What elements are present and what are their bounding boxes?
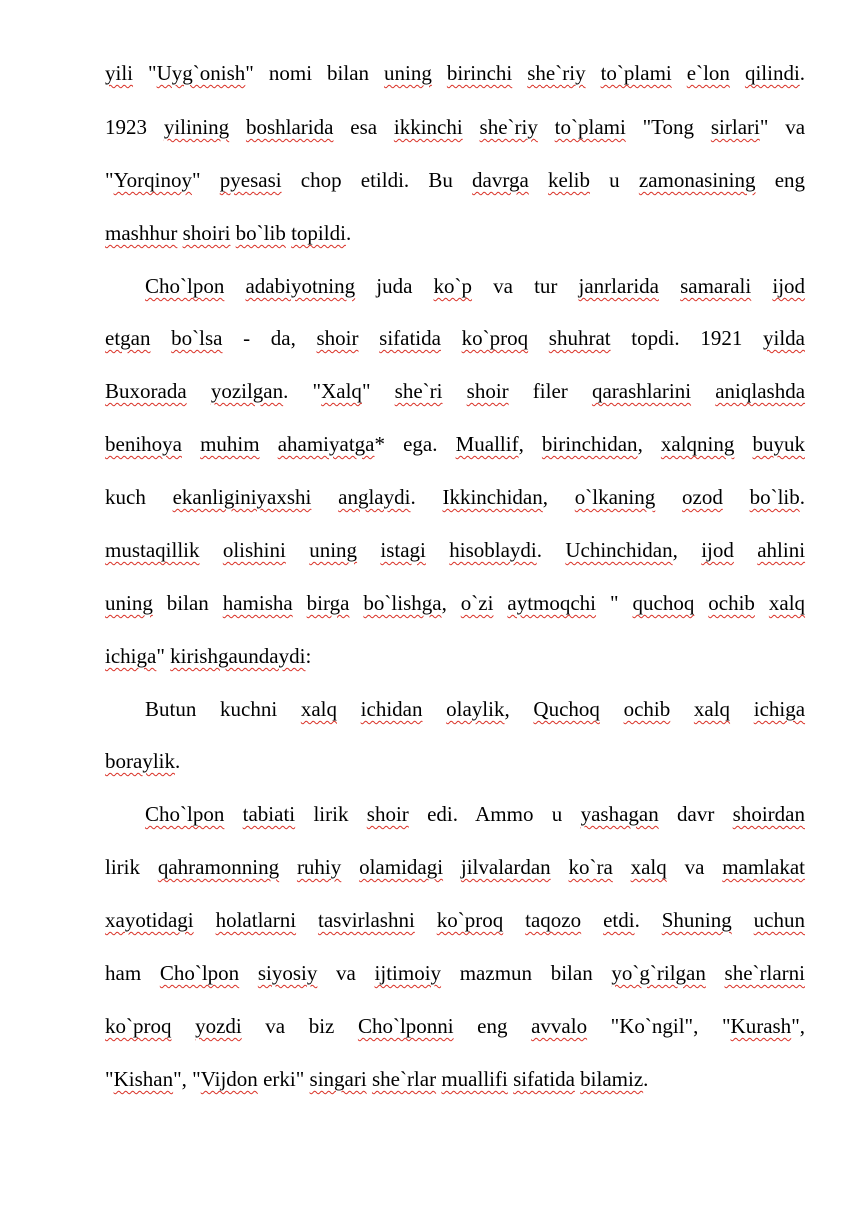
text-run — [463, 115, 480, 139]
spellcheck-flagged-word: buyuk — [752, 432, 805, 456]
spellcheck-flagged-word: topildi — [291, 221, 346, 245]
spellcheck-flagged-word: ko`proq — [436, 908, 504, 932]
spellcheck-flagged-word: kelib — [548, 168, 590, 192]
text-run: lirik — [105, 855, 158, 879]
text-run: bilan — [152, 591, 223, 615]
spellcheck-flagged-word: sifatida — [379, 326, 441, 350]
text-run — [732, 908, 754, 932]
spellcheck-flagged-word: zamonasining — [638, 168, 756, 192]
spellcheck-flagged-word: muhim — [200, 432, 260, 456]
spellcheck-flagged-word: Cho`lpon — [145, 274, 225, 298]
spellcheck-flagged-word: yozdi — [195, 1014, 242, 1038]
text-run: - da, — [222, 326, 317, 350]
text-run — [239, 961, 258, 985]
spellcheck-flagged-word: singari — [309, 1067, 367, 1091]
spellcheck-flagged-word: ko`p — [433, 274, 473, 298]
spellcheck-flagged-word: xalqning — [660, 432, 735, 456]
text-run: . — [174, 749, 181, 773]
text-run: Butun kuchni — [145, 697, 301, 721]
text-line — [105, 1066, 805, 1094]
text-line — [105, 431, 805, 459]
text-run — [432, 61, 447, 85]
text-run — [150, 326, 171, 350]
spellcheck-flagged-word: aniqlashda — [715, 379, 806, 403]
spellcheck-flagged-word: to`plami — [600, 61, 672, 85]
spellcheck-flagged-word: she`riy — [527, 61, 586, 85]
spellcheck-flagged-word: ko`ra — [568, 855, 613, 879]
spellcheck-flagged-word: Shuning — [661, 908, 732, 932]
text-run — [341, 855, 359, 879]
spellcheck-flagged-word: qarashlarini — [591, 379, 692, 403]
text-line — [105, 537, 805, 565]
spellcheck-flagged-word: yilining — [163, 115, 230, 139]
spellcheck-flagged-word: quchoq — [632, 591, 695, 615]
text-run: eng — [755, 168, 806, 192]
spellcheck-flagged-word: bilamiz — [580, 1067, 644, 1091]
spellcheck-flagged-word: ahamiyatga — [277, 432, 375, 456]
spellcheck-flagged-word: to`plami — [554, 115, 626, 139]
text-run: , — [637, 432, 661, 456]
spellcheck-flagged-word: uning — [309, 538, 358, 562]
text-run — [730, 61, 745, 85]
text-run — [613, 855, 631, 879]
text-run — [512, 61, 527, 85]
spellcheck-flagged-word: Ikkinchidan — [442, 485, 543, 509]
spellcheck-flagged-word: shuhrat — [548, 326, 611, 350]
spellcheck-flagged-word: olamidagi — [359, 855, 444, 879]
spellcheck-flagged-word: tasvirlashni — [317, 908, 415, 932]
spellcheck-flagged-word: shoir — [466, 379, 509, 403]
spellcheck-flagged-word: shoir — [366, 802, 409, 826]
spellcheck-flagged-word: holatlarni — [215, 908, 297, 932]
spellcheck-flagged-word: xalq — [630, 855, 667, 879]
spellcheck-flagged-word: boraylik — [105, 749, 175, 773]
text-run — [443, 855, 461, 879]
text-run: davr — [658, 802, 733, 826]
text-run — [415, 908, 437, 932]
text-run: juda — [355, 274, 434, 298]
spellcheck-flagged-word: yili — [105, 61, 134, 85]
text-run — [503, 908, 525, 932]
spellcheck-flagged-word: benihoya — [105, 432, 182, 456]
spellcheck-flagged-word: Quchoq — [533, 697, 600, 721]
text-run: kuch — [105, 485, 173, 509]
text-run — [538, 115, 555, 139]
text-run — [443, 379, 467, 403]
spellcheck-flagged-word: Cho`lpon — [145, 802, 225, 826]
spellcheck-flagged-word: taqozo — [525, 908, 582, 932]
text-run: erki" — [257, 1067, 310, 1091]
spellcheck-flagged-word: Buxorada — [105, 379, 187, 403]
text-run: " — [105, 168, 114, 192]
spellcheck-flagged-word: xalq — [693, 697, 731, 721]
spellcheck-flagged-word: she`riy — [479, 115, 538, 139]
text-run: , — [441, 591, 461, 615]
text-run — [357, 538, 380, 562]
text-run — [426, 538, 449, 562]
spellcheck-flagged-word: Kishan — [113, 1067, 174, 1091]
spellcheck-flagged-word: ichidan — [360, 697, 423, 721]
text-line — [105, 590, 805, 618]
spellcheck-flagged-word: ijtimoiy — [374, 961, 442, 985]
spellcheck-flagged-word: avvalo — [531, 1014, 588, 1038]
text-run: "Ko`ngil", " — [587, 1014, 731, 1038]
text-run: va — [666, 855, 723, 879]
text-line — [105, 907, 805, 935]
text-run — [528, 326, 549, 350]
spellcheck-flagged-word: yo`g`rilgan — [611, 961, 706, 985]
text-run: : — [305, 644, 312, 668]
text-run: esa — [333, 115, 394, 139]
spellcheck-flagged-word: anglaydi — [338, 485, 411, 509]
text-run: filer — [508, 379, 592, 403]
spellcheck-flagged-word: istagi — [380, 538, 426, 562]
text-line — [145, 696, 805, 724]
text-line — [105, 643, 805, 671]
spellcheck-flagged-word: xayotidagi — [105, 908, 194, 932]
text-run — [296, 908, 318, 932]
spellcheck-flagged-word: bo`lsa — [171, 326, 223, 350]
spellcheck-flagged-word: yilda — [763, 326, 805, 350]
spellcheck-flagged-word: she`ri — [394, 379, 443, 403]
text-run: , — [542, 485, 575, 509]
text-run: ham — [105, 961, 160, 985]
spellcheck-flagged-word: sirlari — [710, 115, 760, 139]
spellcheck-flagged-word: yozilgan — [210, 379, 284, 403]
text-run: "Tong — [625, 115, 711, 139]
text-run — [279, 855, 297, 879]
text-run — [730, 697, 754, 721]
spellcheck-flagged-word: Vijdon — [200, 1067, 258, 1091]
text-run: ", " — [173, 1067, 201, 1091]
text-line — [105, 220, 805, 248]
text-line — [105, 854, 805, 882]
text-run: va tur — [472, 274, 579, 298]
spellcheck-flagged-word: olaylik — [446, 697, 505, 721]
spellcheck-flagged-word: birinchi — [446, 61, 513, 85]
text-run: " — [191, 168, 220, 192]
text-run: " — [156, 644, 171, 668]
text-run — [755, 591, 769, 615]
text-run — [659, 274, 680, 298]
spellcheck-flagged-word: bo`lib — [235, 221, 286, 245]
text-run: . — [643, 1067, 649, 1091]
text-run: 1923 — [105, 115, 164, 139]
text-run: . — [634, 908, 662, 932]
text-run — [600, 697, 624, 721]
spellcheck-flagged-word: ijod — [772, 274, 806, 298]
spellcheck-flagged-word: aytmoqchi — [507, 591, 597, 615]
spellcheck-flagged-word: olishini — [222, 538, 286, 562]
spellcheck-flagged-word: jilvalardan — [460, 855, 551, 879]
text-run: . — [536, 538, 566, 562]
spellcheck-flagged-word: ekanliginiyaxshi — [172, 485, 312, 509]
spellcheck-flagged-word: yashagan — [580, 802, 659, 826]
text-run: eng — [453, 1014, 532, 1038]
text-run — [706, 961, 725, 985]
text-run: " — [133, 61, 157, 85]
spellcheck-flagged-word: Kurash — [730, 1014, 792, 1038]
spellcheck-flagged-word: ochib — [708, 591, 755, 615]
text-line — [105, 748, 805, 776]
spellcheck-flagged-word: boshlarida — [245, 115, 334, 139]
spellcheck-flagged-word: janrlarida — [578, 274, 659, 298]
text-run: " — [105, 1067, 114, 1091]
text-line — [105, 114, 805, 142]
text-run: * ega. — [374, 432, 456, 456]
text-run — [751, 274, 772, 298]
text-run: . — [799, 485, 805, 509]
spellcheck-flagged-word: xalq — [300, 697, 337, 721]
spellcheck-flagged-word: ikkinchi — [393, 115, 463, 139]
spellcheck-flagged-word: she`rlar — [371, 1067, 437, 1091]
spellcheck-flagged-word: sifatida — [513, 1067, 575, 1091]
text-line — [105, 325, 805, 353]
text-run — [586, 61, 601, 85]
text-run: lirik — [295, 802, 367, 826]
text-run: edi. Ammo u — [408, 802, 581, 826]
spellcheck-flagged-word: mustaqillik — [105, 538, 200, 562]
spellcheck-flagged-word: e`lon — [686, 61, 730, 85]
spellcheck-flagged-word: etgan — [105, 326, 151, 350]
text-run — [422, 697, 446, 721]
text-run — [551, 855, 569, 879]
text-run — [655, 485, 682, 509]
text-run: " — [596, 591, 633, 615]
text-run — [493, 591, 507, 615]
spellcheck-flagged-word: o`lkaning — [574, 485, 656, 509]
text-run — [224, 802, 242, 826]
text-run: u — [590, 168, 639, 192]
spellcheck-flagged-word: shoir — [316, 326, 359, 350]
spellcheck-flagged-word: ozod — [682, 485, 723, 509]
text-run — [224, 274, 245, 298]
text-run — [172, 1014, 196, 1038]
text-run — [293, 591, 307, 615]
text-line — [105, 378, 805, 406]
text-run: va — [317, 961, 375, 985]
text-run: mazmun bilan — [441, 961, 612, 985]
spellcheck-flagged-word: Cho`lponni — [357, 1014, 454, 1038]
spellcheck-flagged-word: qahramonning — [157, 855, 280, 879]
text-run — [734, 432, 752, 456]
text-run: . — [410, 485, 443, 509]
spellcheck-flagged-word: adabiyotning — [245, 274, 356, 298]
text-run — [286, 538, 309, 562]
spellcheck-flagged-word: ko`proq — [461, 326, 529, 350]
spellcheck-flagged-word: hisoblaydi — [449, 538, 537, 562]
text-run — [200, 538, 223, 562]
spellcheck-flagged-word: ichiga — [105, 644, 157, 668]
spellcheck-flagged-word: mamlakat — [722, 855, 806, 879]
spellcheck-flagged-word: Uchinchidan — [565, 538, 673, 562]
spellcheck-flagged-word: uning — [105, 591, 153, 615]
text-run — [441, 326, 462, 350]
text-run: . — [799, 61, 806, 85]
text-run: . " — [283, 379, 322, 403]
text-run — [670, 697, 694, 721]
text-run: chop etildi. Bu — [281, 168, 473, 192]
text-line — [105, 960, 805, 988]
text-run: " nomi bilan — [245, 61, 385, 85]
text-line — [145, 801, 805, 829]
text-run: , — [504, 697, 534, 721]
spellcheck-flagged-word: etdi — [603, 908, 635, 932]
spellcheck-flagged-word: uchun — [753, 908, 805, 932]
text-run — [672, 61, 687, 85]
spellcheck-flagged-word: shoirdan — [732, 802, 805, 826]
spellcheck-flagged-word: uning — [384, 61, 432, 85]
spellcheck-flagged-word: siyosiy — [257, 961, 318, 985]
spellcheck-flagged-word: ruhiy — [296, 855, 342, 879]
spellcheck-flagged-word: ko`proq — [105, 1014, 172, 1038]
text-run — [694, 591, 708, 615]
spellcheck-flagged-word: kirishgaundaydi — [170, 644, 306, 668]
text-run — [194, 908, 216, 932]
spellcheck-flagged-word: qilindi — [744, 61, 800, 85]
spellcheck-flagged-word: xalq — [768, 591, 806, 615]
text-run — [311, 485, 338, 509]
spellcheck-flagged-word: pyesasi — [219, 168, 282, 192]
text-line — [105, 1013, 805, 1041]
text-run — [337, 697, 361, 721]
spellcheck-flagged-word: davrga — [472, 168, 529, 192]
spellcheck-flagged-word: birga — [306, 591, 350, 615]
text-run — [581, 908, 603, 932]
text-run — [723, 485, 750, 509]
spellcheck-flagged-word: shoiri — [182, 221, 231, 245]
text-line — [105, 484, 805, 512]
text-run — [359, 326, 380, 350]
spellcheck-flagged-word: Cho`lpon — [159, 961, 240, 985]
spellcheck-flagged-word: samarali — [680, 274, 752, 298]
spellcheck-flagged-word: Uyg`onish — [156, 61, 246, 85]
text-run: , — [518, 432, 542, 456]
spellcheck-flagged-word: Xalq — [321, 379, 362, 403]
spellcheck-flagged-word: Muallif — [455, 432, 519, 456]
text-run: topdi. 1921 — [610, 326, 763, 350]
text-run — [349, 591, 363, 615]
text-run — [182, 432, 200, 456]
spellcheck-flagged-word: ijod — [701, 538, 734, 562]
text-line — [105, 167, 805, 195]
text-run — [529, 168, 548, 192]
spellcheck-flagged-word: she`rlarni — [724, 961, 805, 985]
spellcheck-flagged-word: ahlini — [757, 538, 806, 562]
text-run: " va — [759, 115, 806, 139]
text-run: . — [345, 221, 352, 245]
text-run: ", — [791, 1014, 806, 1038]
text-line — [105, 60, 805, 88]
spellcheck-flagged-word: ichiga — [753, 697, 806, 721]
text-run — [734, 538, 757, 562]
text-run: va biz — [241, 1014, 358, 1038]
spellcheck-flagged-word: Yorqinoy — [113, 168, 192, 192]
text-run — [691, 379, 715, 403]
text-run: " — [361, 379, 395, 403]
text-run — [260, 432, 278, 456]
spellcheck-flagged-word: birinchidan — [541, 432, 638, 456]
spellcheck-flagged-word: hamisha — [222, 591, 293, 615]
text-run: , — [672, 538, 702, 562]
spellcheck-flagged-word: tabiati — [242, 802, 296, 826]
text-line — [145, 273, 805, 301]
spellcheck-flagged-word: bo`lishga — [363, 591, 442, 615]
spellcheck-flagged-word: mashhur — [105, 221, 178, 245]
spellcheck-flagged-word: bo`lib — [749, 485, 800, 509]
spellcheck-flagged-word: muallifi — [441, 1067, 508, 1091]
spellcheck-flagged-word: ochib — [623, 697, 671, 721]
spellcheck-flagged-word: o`zi — [460, 591, 494, 615]
text-run — [187, 379, 211, 403]
text-run — [229, 115, 246, 139]
